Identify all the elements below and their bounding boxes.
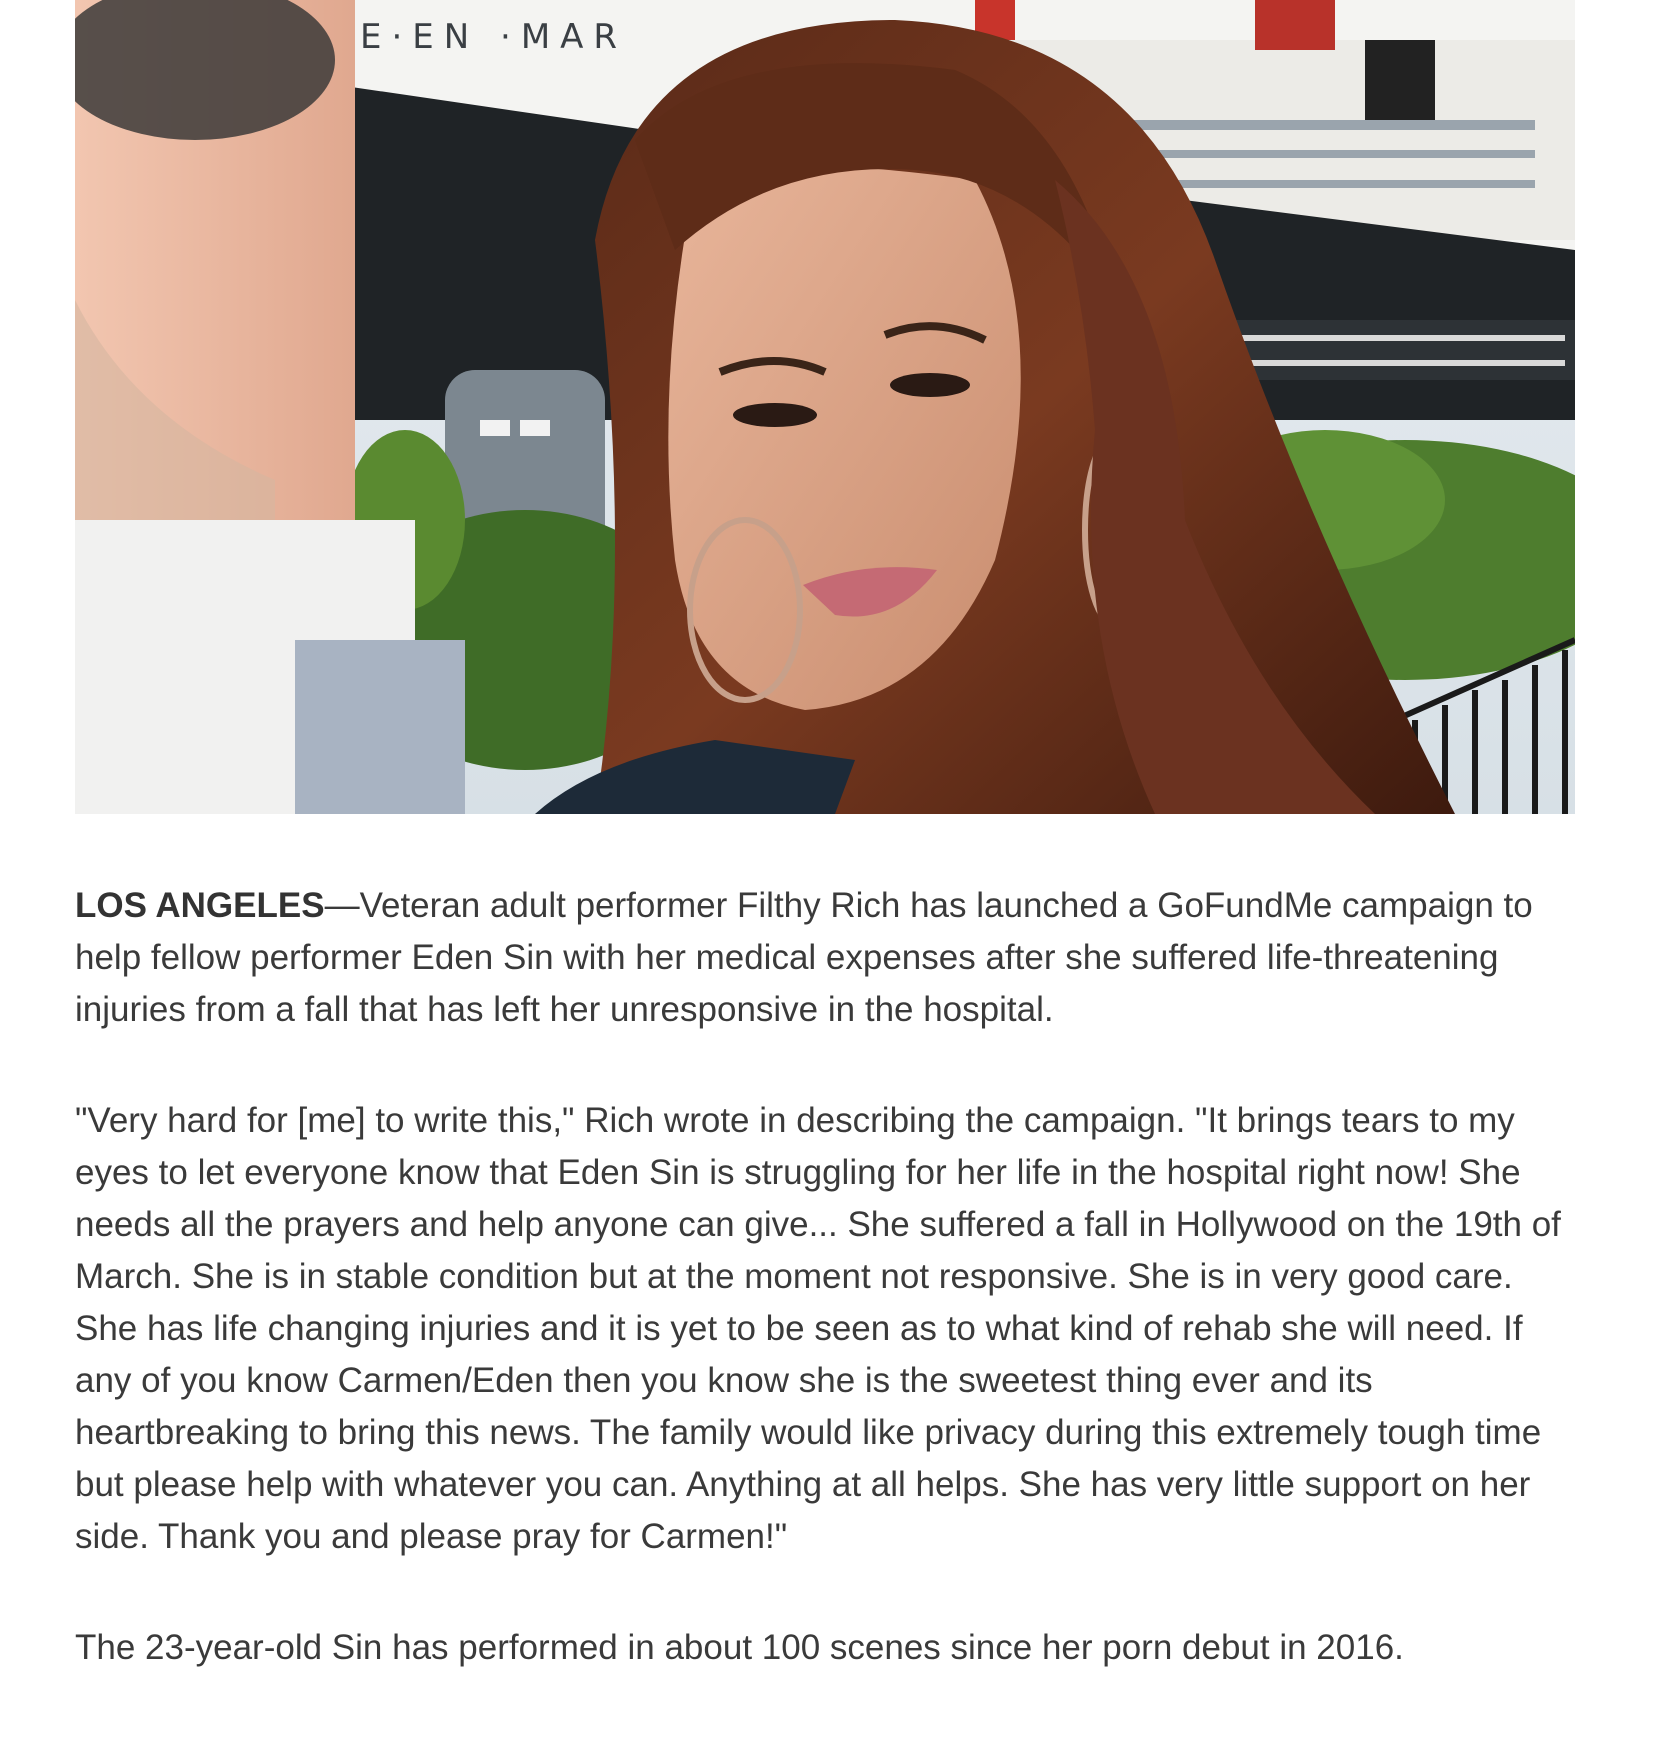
paragraph-text: —Veteran adult performer Filthy Rich has launched a GoFundMe campaign to help fellow performer Eden Sin with her medical expenses after she suffered life-threatening injuries from a fall that has left her unresponsive in the hospital. xyxy=(75,886,1533,1029)
paragraph-lede xyxy=(75,880,1575,1036)
paragraph-quote: "Very hard for [me] to write this," Rich wrote in describing the campaign. "It brings tears to my eyes to let everyone know that Eden Sin is struggling for her life in the hospital right now! She needs all the prayers and help anyone can give... She suffered a fall in Hollywood on the 19th of March. She is in stable condition but at the moment not responsive. She is in very good care. She has life changing injuries and it is yet to be seen as to what kind of rehab she will need. If any of you know Carmen/Eden then you know she is the sweetest thing ever and its heartbreaking to bring this news. The family would like privacy during this extremely tough time but please help with whatever you can. Anything at all helps. She has very little support on her side. Thank you and please pray for Carmen!" xyxy=(75,1101,1561,1556)
hero-photo xyxy=(75,0,1575,814)
ship-name-text: E·EN ·MAR xyxy=(360,17,628,57)
article-body xyxy=(75,880,1575,1674)
hero-photo-illustration xyxy=(75,0,1575,814)
article xyxy=(75,0,1575,1733)
paragraph-closing: The 23-year-old Sin has performed in about 100 scenes since her porn debut in 2016. xyxy=(75,1628,1404,1667)
dateline: LOS ANGELES xyxy=(75,886,325,925)
